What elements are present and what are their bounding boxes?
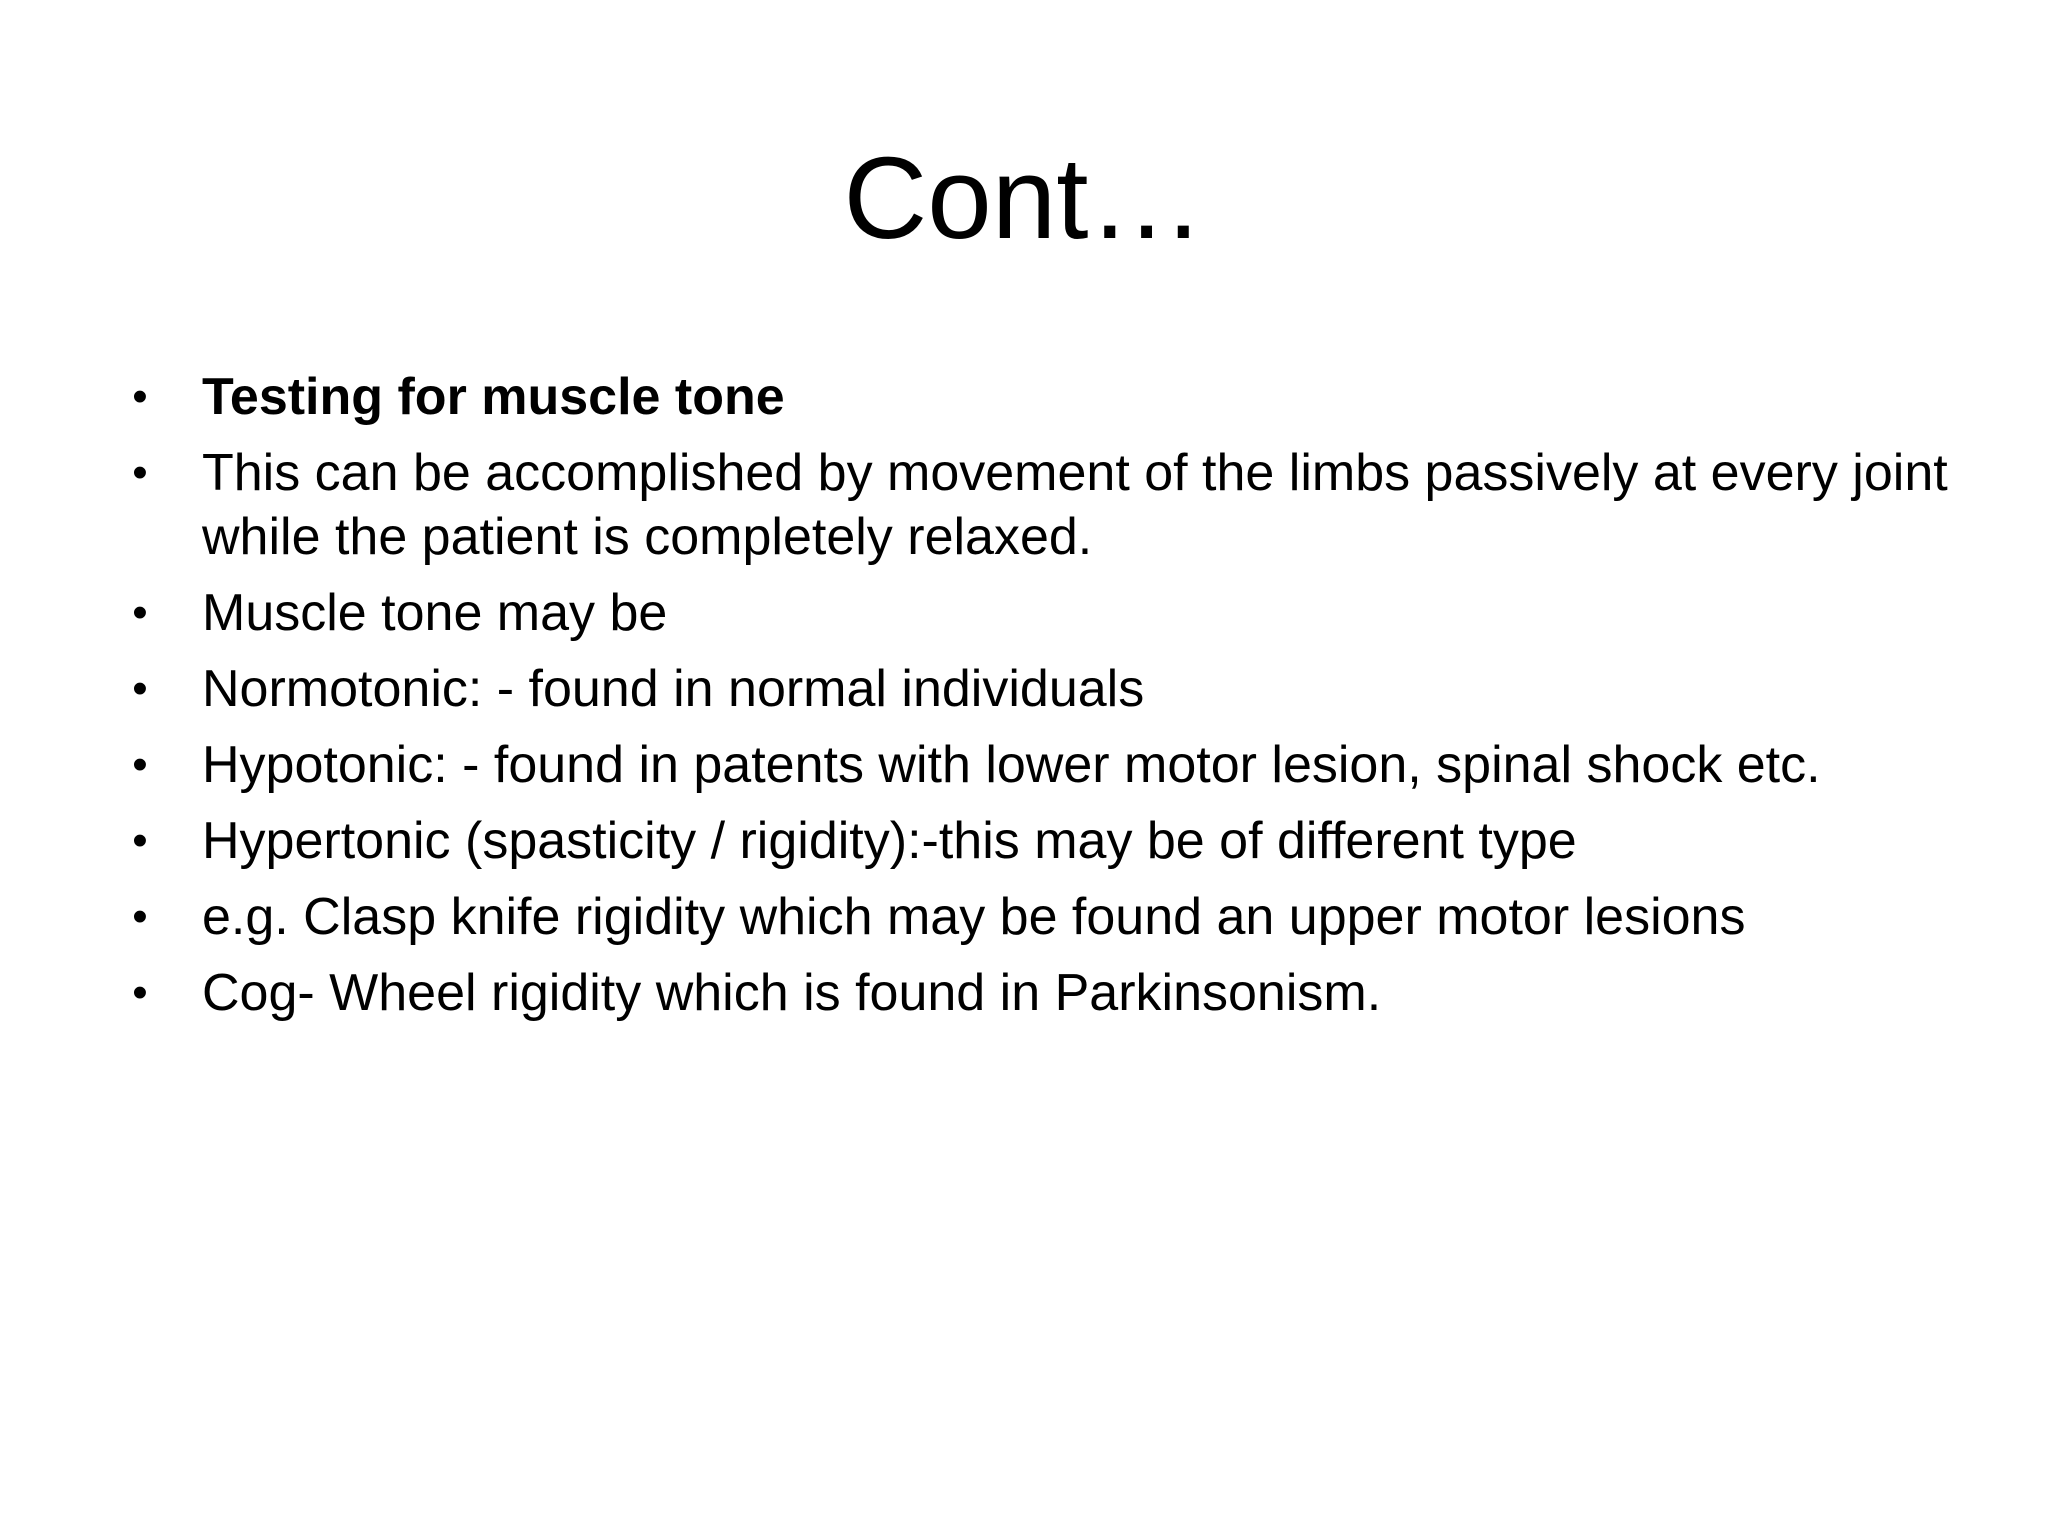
bullet-list — [120, 365, 1960, 1037]
bullet-item — [120, 885, 1960, 949]
bullet-icon: • — [132, 588, 148, 637]
bullet-text: Hypotonic: - found in patents with lower motor lesion, spinal shock etc. — [202, 736, 1821, 794]
bullet-icon: • — [132, 740, 148, 789]
bullet-icon: • — [132, 664, 148, 713]
bullet-icon: • — [132, 892, 148, 941]
bullet-text: Testing for muscle tone — [202, 368, 785, 426]
bullet-text: Muscle tone may be — [202, 584, 668, 642]
bullet-item — [120, 961, 1960, 1025]
bullet-item — [120, 733, 1960, 797]
bullet-icon: • — [132, 372, 148, 421]
bullet-item — [120, 657, 1960, 721]
bullet-text: Normotonic: - found in normal individuals — [202, 660, 1145, 718]
bullet-text: Cog- Wheel rigidity which is found in Parkinsonism. — [202, 964, 1382, 1022]
bullet-item — [120, 809, 1960, 873]
bullet-text: e.g. Clasp knife rigidity which may be found an upper motor lesions — [202, 888, 1746, 946]
bullet-icon: • — [132, 968, 148, 1017]
slide-title: Cont… — [843, 133, 1205, 263]
bullet-item — [120, 365, 1960, 429]
bullet-item — [120, 441, 1960, 569]
bullet-icon: • — [132, 816, 148, 865]
bullet-text: Hypertonic (spasticity / rigidity):-this may be of different type — [202, 812, 1577, 870]
bullet-icon: • — [132, 448, 148, 497]
bullet-item — [120, 581, 1960, 645]
bullet-text: This can be accomplished by movement of the limbs passively at every joint while the patient is completely relaxed. — [202, 444, 1948, 566]
